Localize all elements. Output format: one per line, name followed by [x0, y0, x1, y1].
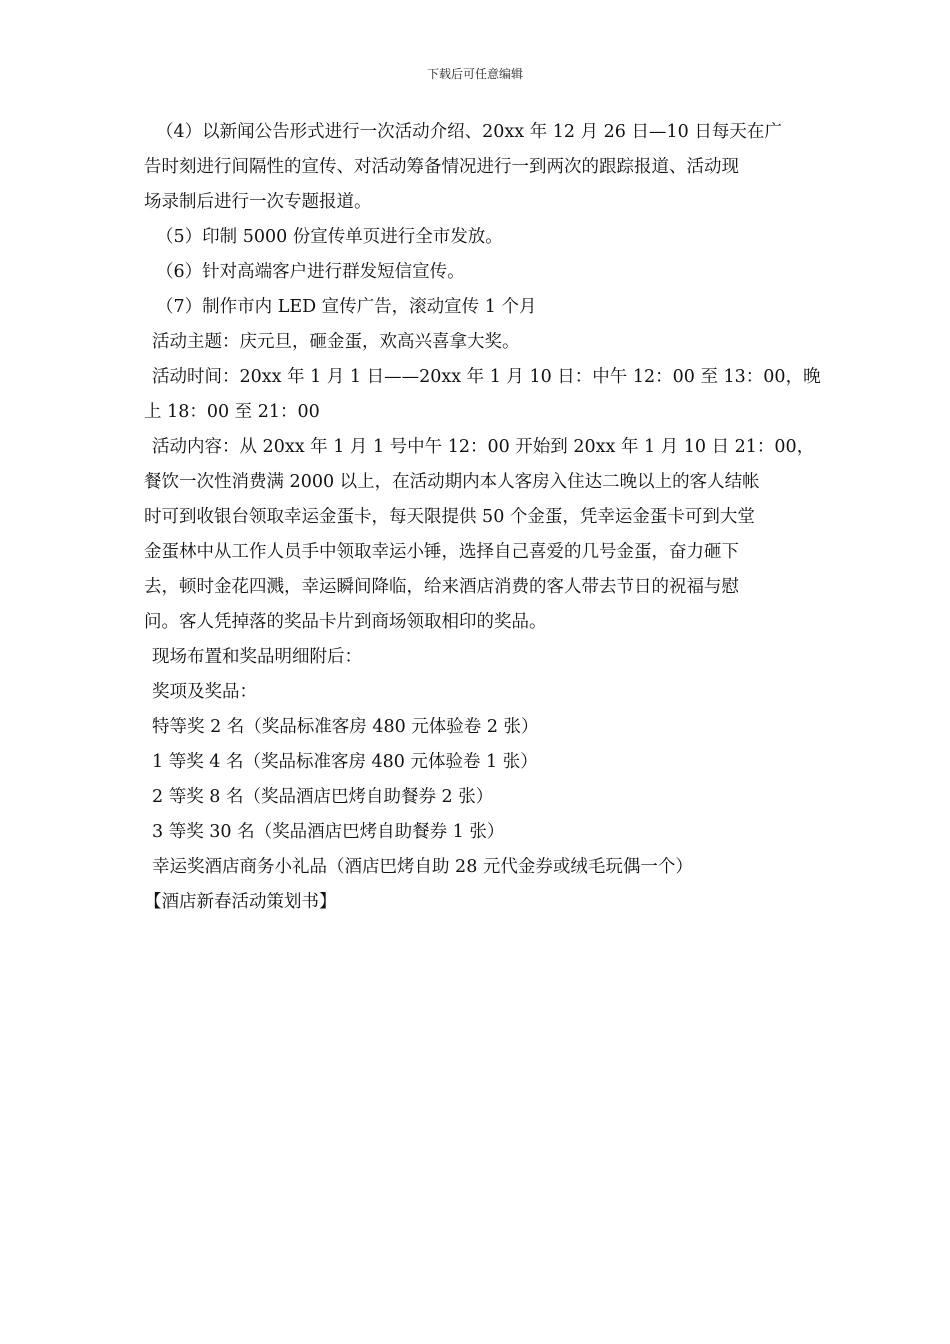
- paragraph-line: 时可到收银台领取幸运金蛋卡，每天限提供 50 个金蛋，凭幸运金蛋卡可到大堂: [144, 507, 755, 527]
- paragraph-line: 场录制后进行一次专题报道。: [144, 192, 372, 212]
- document-title-footer: 【酒店新春活动策划书】: [144, 892, 337, 912]
- paragraph-line: 告时刻进行间隔性的宣传、对活动筹备情况进行一到两次的跟踪报道、活动现: [144, 157, 739, 177]
- paragraph-line: 问。客人凭掉落的奖品卡片到商场领取相印的奖品。: [144, 612, 547, 632]
- page-header: 下载后可任意编辑: [426, 67, 523, 81]
- paragraph-line: 活动主题：庆元旦，砸金蛋，欢高兴喜拿大奖。: [152, 332, 520, 352]
- prize-line: 1 等奖 4 名（奖品标准客房 480 元体验卷 1 张）: [152, 752, 538, 772]
- paragraph-line: （7）制作市内 LED 宣传广告，滚动宣传 1 个月: [156, 297, 537, 317]
- paragraph-line: 去，顿时金花四溅，幸运瞬间降临，给来酒店消费的客人带去节日的祝福与慰: [144, 577, 739, 597]
- paragraph-line: 上 18：00 至 21：00: [144, 402, 320, 422]
- paragraph-line: 金蛋林中从工作人员手中领取幸运小锤，选择自己喜爱的几号金蛋，奋力砸下: [144, 542, 739, 562]
- prize-line: 3 等奖 30 名（奖品酒店巴烤自助餐券 1 张）: [152, 822, 505, 842]
- document-body: [144, 115, 821, 920]
- paragraph-line: 现场布置和奖品明细附后：: [152, 647, 362, 667]
- paragraph-line: （4）以新闻公告形式进行一次活动介绍、20xx 年 12 月 26 日—10 日每天在广: [156, 122, 782, 142]
- prize-line: 特等奖 2 名（奖品标准客房 480 元体验卷 2 张）: [152, 717, 539, 737]
- paragraph-line: 奖项及奖品：: [152, 682, 257, 702]
- paragraph-line: 餐饮一次性消费满 2000 以上，在活动期内本人客房入住达二晚以上的客人结帐: [144, 472, 760, 492]
- prize-line: 幸运奖酒店商务小礼品（酒店巴烤自助 28 元代金券或绒毛玩偶一个）: [152, 857, 693, 877]
- paragraph-line: 活动内容：从 20xx 年 1 月 1 号中午 12：00 开始到 20xx 年 1 月 10 日 21：00，: [152, 437, 815, 457]
- paragraph-line: （5）印制 5000 份宣传单页进行全市发放。: [156, 227, 503, 247]
- prize-line: 2 等奖 8 名（奖品酒店巴烤自助餐券 2 张）: [152, 787, 494, 807]
- paragraph-line: （6）针对高端客户进行群发短信宣传。: [156, 262, 465, 282]
- paragraph-line: 活动时间：20xx 年 1 月 1 日——20xx 年 1 月 10 日：中午 12：00 至 13：00，晚: [152, 367, 821, 387]
